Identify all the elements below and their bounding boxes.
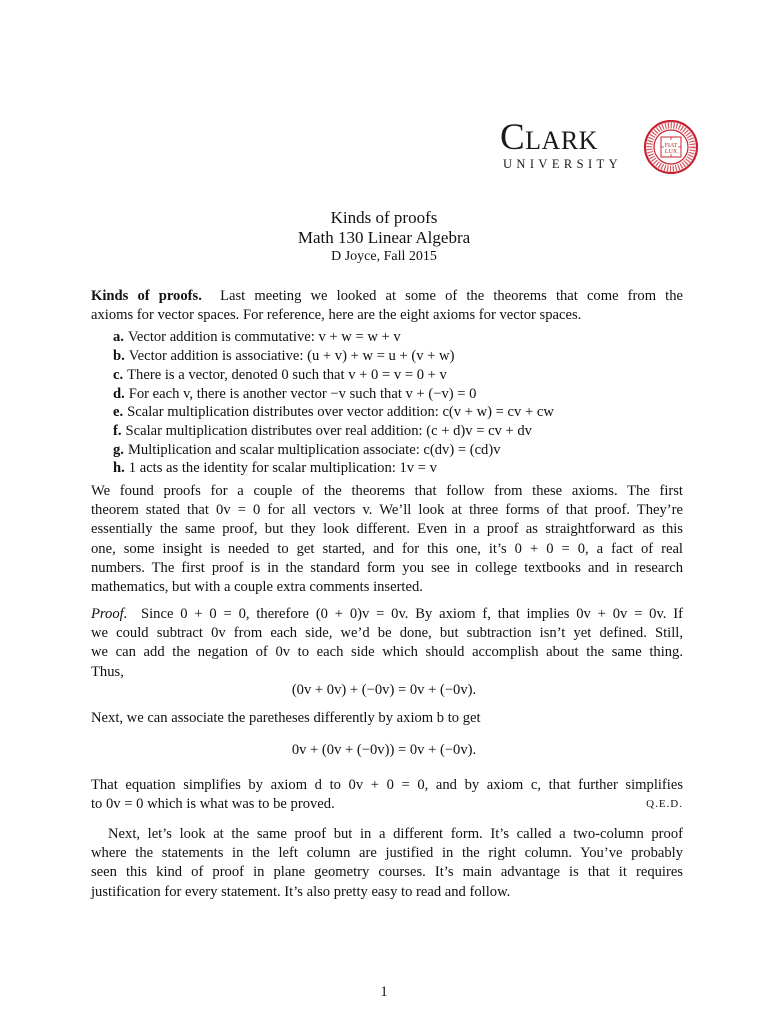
axiom-item: a. Vector addition is commutative: v + w = w + v (113, 329, 401, 345)
paragraph-theorems (91, 482, 683, 597)
proof-end-line-2: to 0v = 0 which is what was to be proved. (91, 796, 335, 813)
paragraph-line: seen this kind of proof in plane geometry courses. It’s main advantage is that it requires (91, 864, 683, 881)
axiom-item: f. Scalar multiplication distributes over real addition: (c + d)v = cv + dv (113, 423, 532, 439)
axiom-item: d. For each v, there is another vector −v such that v + (−v) = 0 (113, 386, 477, 402)
section-heading: Kinds of proofs. (91, 288, 202, 304)
proof-conclusion (91, 776, 683, 814)
paragraph-line: We found proofs for a couple of the theorems that follow from these axioms. The first (91, 483, 683, 499)
svg-text:LUX: LUX (664, 149, 678, 155)
proof-label: Proof. (91, 606, 128, 622)
axiom-item: h. 1 acts as the identity for scalar multiplication: 1v = v (113, 460, 437, 476)
intro-line-1: Last meeting we looked at some of the theorems that come from the (220, 288, 684, 304)
proof-paragraph (91, 605, 683, 682)
logo-subtitle: UNIVERSITY (503, 157, 622, 171)
paragraph-line: one, some insight is needed to get started, and for this one, it’s 0 + 0 = 0, a fact of real (91, 540, 683, 557)
course-name: Math 130 Linear Algebra (297, 228, 471, 247)
logo-wordmark: Clark (500, 117, 598, 158)
paragraph-two-column (91, 825, 683, 902)
qed-mark: Q.E.D. (646, 798, 683, 810)
equation-1: (0v + 0v) + (−0v) = 0v + (−0v). (291, 682, 477, 698)
university-seal-icon (644, 120, 698, 174)
axiom-item: g. Multiplication and scalar multiplication associate: c(dv) = (cd)v (113, 442, 501, 458)
paragraph-line: Next, let’s look at the same proof but in a different form. It’s called a two-column proof (108, 826, 683, 842)
paragraph-line: where the statements in the left column are justified in the right column. You’ve probably (91, 845, 683, 862)
intro-paragraph (91, 287, 683, 325)
paragraph-line: numbers. The first proof is in the standard form you see in college textbooks and in research (91, 559, 683, 576)
paragraph-line: mathematics, but with a couple extra comments inserted. (91, 579, 423, 596)
axiom-item: e. Scalar multiplication distributes over vector addition: c(v + w) = cv + cw (113, 404, 554, 420)
proof-line-1: Since 0 + 0 = 0, therefore (0 + 0)v = 0v. By axiom f, that implies 0v + 0v = 0v. If (141, 606, 683, 622)
proof-line-4: Thus, (91, 663, 124, 680)
axiom-item: b. Vector addition is associative: (u + v) + w = u + (v + w) (113, 348, 455, 364)
svg-text:FIAT: FIAT (664, 143, 678, 149)
paragraph-line: essentially the same proof, but they look different. Even in a proof as straightforward as this (91, 521, 683, 538)
proof-line-2: we could subtract 0v from each side, we’d be done, but subtraction isn’t yet defined. Still, (91, 625, 683, 642)
equation-2: 0v + (0v + (−0v)) = 0v + (−0v). (291, 742, 477, 758)
author-line: D Joyce, Fall 2015 (331, 249, 437, 264)
proof-end-line-1: That equation simplifies by axiom d to 0v + 0 = 0, and by axiom c, that further simplifies (91, 777, 683, 793)
document-title: Kinds of proofs (330, 208, 438, 227)
intro-line-2: axioms for vector spaces. For reference, here are the eight axioms for vector spaces. (91, 307, 582, 324)
proof-line-3: we can add the negation of 0v to each side which should accomplish about the same thing. (91, 644, 683, 661)
clark-university-logo (500, 118, 700, 178)
axiom-item: c. There is a vector, denoted 0 such that v + 0 = v = 0 + v (113, 367, 447, 383)
page-number: 1 (380, 984, 388, 1000)
paragraph-line: justification for every statement. It’s also pretty easy to read and follow. (91, 883, 511, 900)
paragraph-line: theorem stated that 0v = 0 for all vectors v. We’ll look at three forms of that proof. They’re (91, 502, 683, 519)
proof-next-line: Next, we can associate the paretheses differently by axiom b to get (91, 710, 481, 726)
